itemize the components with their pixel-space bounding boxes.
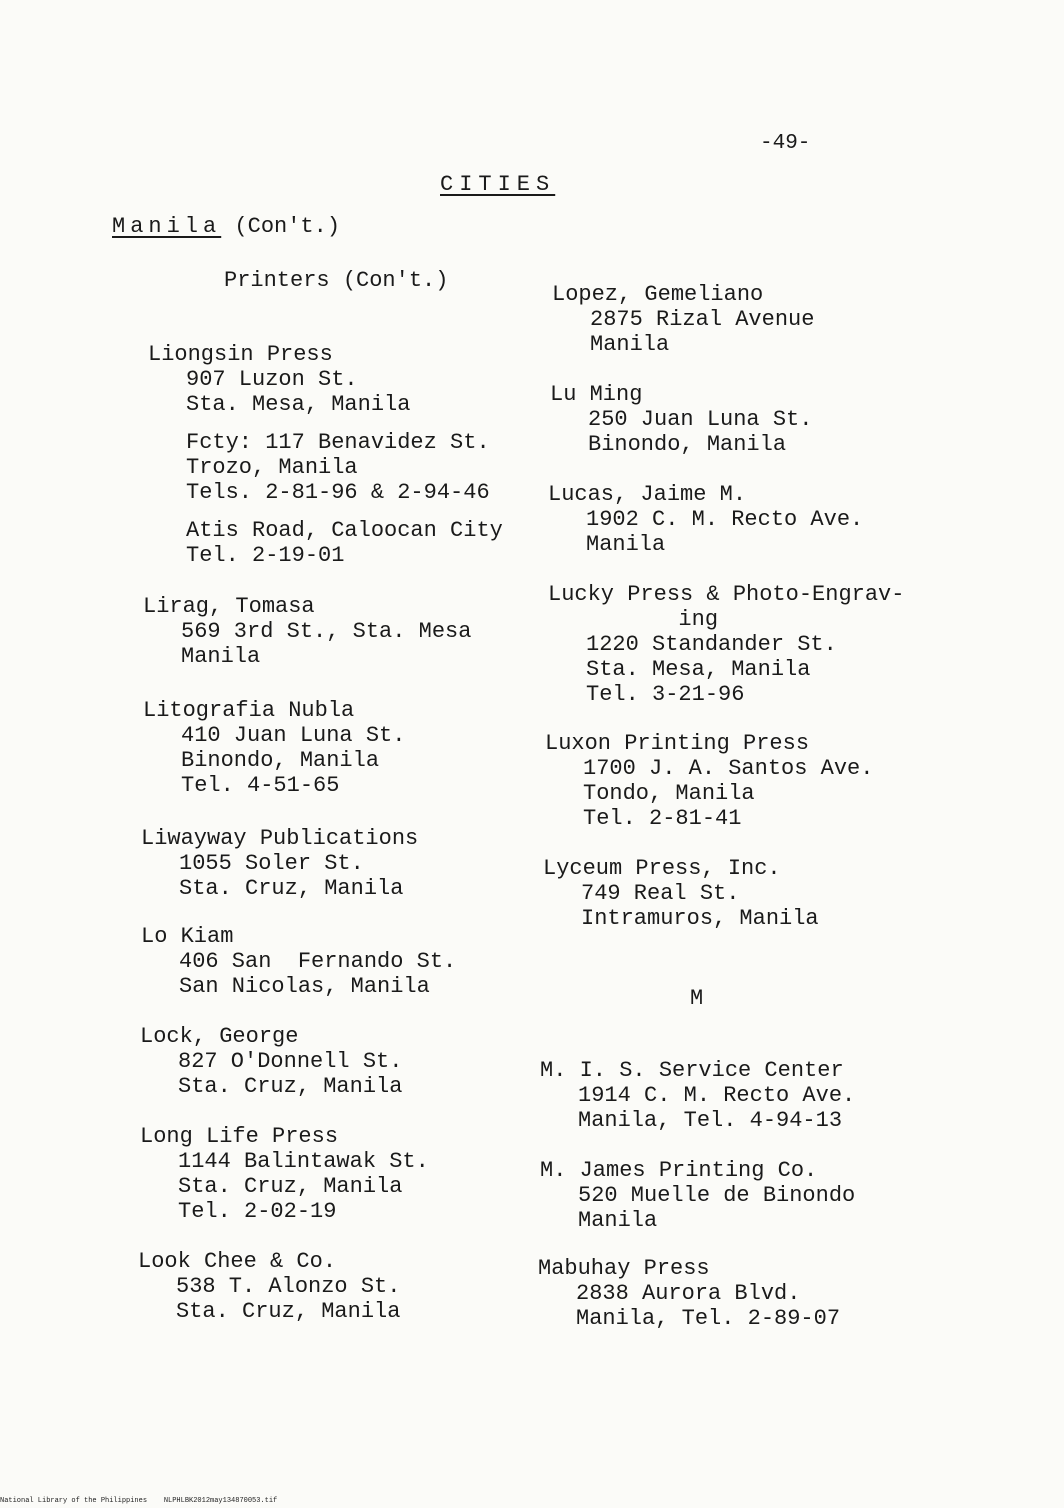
entry-name: Lock, George [140,1024,299,1049]
entry-address-line: 827 O'Donnell St. [178,1049,403,1074]
entry-address-line: Sta. Cruz, Manila [179,876,404,901]
entry-address-line: 2838 Aurora Blvd. [576,1281,801,1306]
directory-entry [143,698,405,798]
directory-entry [545,731,873,831]
directory-entry [540,1158,855,1233]
directory-entry [543,856,819,931]
entry-address-line: 1220 Standander St. [586,632,837,657]
directory-entry [540,1058,855,1133]
directory-entry [538,1256,840,1331]
entry-name: M. I. S. Service Center [540,1058,844,1083]
entry-address-line: Intramuros, Manila [581,906,819,931]
entry-address-line: Tondo, Manila [583,781,755,806]
entry-address-line: ing [586,607,719,632]
entry-name: Mabuhay Press [538,1256,710,1281]
entry-address-line: 569 3rd St., Sta. Mesa [181,619,472,644]
page-number: -49- [760,132,811,155]
entry-name: Lyceum Press, Inc. [543,856,781,881]
entry-name: Lucas, Jaime M. [548,482,747,507]
entry-address-line: Tel. 2-02-19 [178,1199,337,1224]
directory-entry [148,342,503,568]
entry-address-line: Manila [181,644,261,669]
entry-address-line: San Nicolas, Manila [179,974,430,999]
entry-address-line: 1914 C. M. Recto Ave. [578,1083,856,1108]
entry-name: Litografia Nubla [143,698,355,723]
section-letter: M [690,986,704,1011]
entry-name: Liongsin Press [148,342,333,367]
entry-address-line: 410 Juan Luna St. [181,723,406,748]
directory-entry [138,1249,400,1324]
entry-spacer [148,417,503,430]
entry-address-line: Manila [578,1208,658,1233]
city-suffix: (Con't.) [234,214,341,239]
entry-address-line: Manila [586,532,666,557]
entry-address-line: Trozo, Manila [186,455,358,480]
directory-entry [140,1024,402,1099]
directory-entry [548,582,904,707]
scan-footer: National Library of the Philippines NLPHLBK2012may134870053.tif [0,1497,278,1505]
entry-address-line: Manila [590,332,670,357]
directory-entry [550,382,812,457]
entry-address-line: 406 San Fernando St. [179,949,457,974]
entry-address-line: 907 Luzon St. [186,367,358,392]
entry-name: Lirag, Tomasa [143,594,315,619]
entry-address-line: Manila, Tel. 2-89-07 [576,1306,841,1331]
entry-address-line: Tel. 2-81-41 [583,806,742,831]
entry-address-line: 1055 Soler St. [179,851,364,876]
entry-address-line: Atis Road, Caloocan City [186,518,503,543]
entry-address-line: 1902 C. M. Recto Ave. [586,507,864,532]
directory-entry [140,1124,429,1224]
entry-address-line: Sta. Cruz, Manila [178,1174,403,1199]
directory-entry [141,924,456,999]
entry-name: Lopez, Gemeliano [552,282,764,307]
entry-address-line: Sta. Mesa, Manila [186,392,411,417]
entry-address-line: Sta. Mesa, Manila [586,657,811,682]
entry-address-line: Sta. Cruz, Manila [176,1299,401,1324]
entry-address-line: Tel. 4-51-65 [181,773,340,798]
city-name: Manila [112,214,222,239]
entry-address-line: Sta. Cruz, Manila [178,1074,403,1099]
entry-address-line: 1144 Balintawak St. [178,1149,429,1174]
entry-address-line: Tel. 2-19-01 [186,543,345,568]
entry-spacer [148,505,503,518]
entry-name: Lo Kiam [141,924,234,949]
entry-address-line: 749 Real St. [581,881,740,906]
entry-name: Look Chee & Co. [138,1249,337,1274]
city-header [112,214,340,239]
directory-entry [548,482,863,557]
entry-address-line: Binondo, Manila [181,748,380,773]
directory-entry [143,594,471,669]
entry-address-line: Manila, Tel. 4-94-13 [578,1108,843,1133]
entry-address-line: Binondo, Manila [588,432,787,457]
entry-name: M. James Printing Co. [540,1158,818,1183]
entry-address-line: Tels. 2-81-96 & 2-94-46 [186,480,490,505]
entry-name: Luxon Printing Press [545,731,810,756]
entry-name: Liwayway Publications [141,826,419,851]
entry-address-line: 520 Muelle de Binondo [578,1183,856,1208]
entry-address-line: 1700 J. A. Santos Ave. [583,756,874,781]
directory-entry [141,826,418,901]
entry-name: Lu Ming [550,382,643,407]
entry-address-line: Fcty: 117 Benavidez St. [186,430,490,455]
entry-name: Lucky Press & Photo-Engrav- [548,582,905,607]
entry-address-line: 2875 Rizal Avenue [590,307,815,332]
entry-address-line: Tel. 3-21-96 [586,682,745,707]
entry-name: Long Life Press [140,1124,339,1149]
entry-address-line: 538 T. Alonzo St. [176,1274,401,1299]
directory-entry [552,282,814,357]
entry-address-line: 250 Juan Luna St. [588,407,813,432]
page-heading: CITIES [440,172,556,197]
category-header: Printers (Con't.) [224,268,449,293]
